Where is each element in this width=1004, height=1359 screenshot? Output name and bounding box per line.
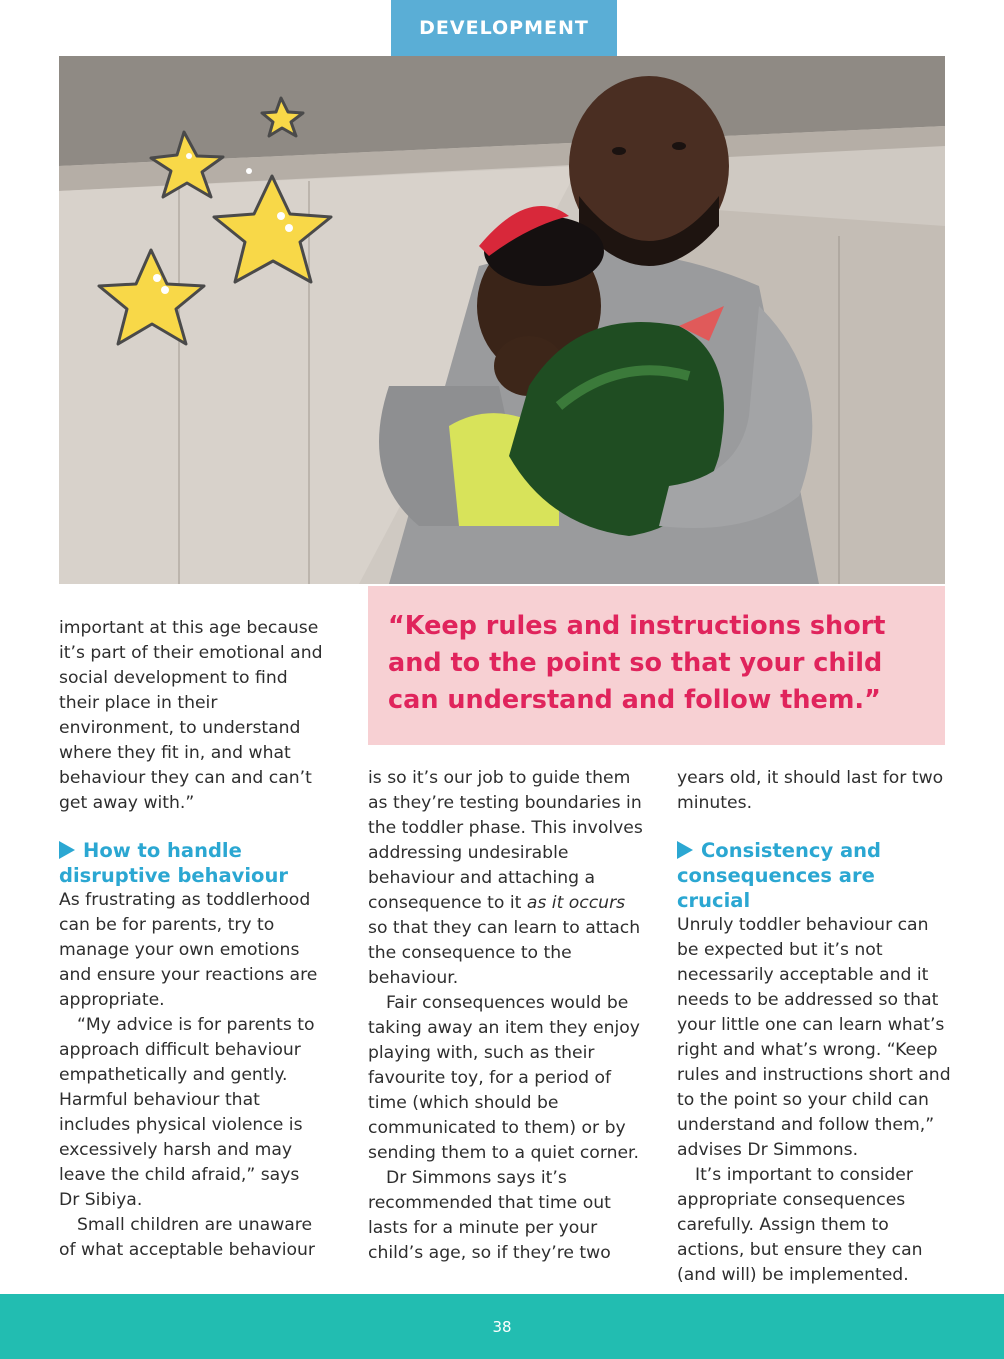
- body-paragraph: important at this age because it’s part of their emotional and social development to find their place in their environment, to understand where they fit in, and what behaviour they can and can’t get away with.”: [59, 618, 323, 813]
- subheading-line: consequences are crucial: [677, 864, 875, 912]
- page-number: 38: [492, 1317, 512, 1336]
- column-3: [677, 766, 952, 1288]
- footer-bar: [0, 1294, 1004, 1359]
- subheading-line: disruptive behaviour: [59, 864, 288, 887]
- body-paragraph: Fair consequences would be taking away an item they enjoy playing with, such as their favourite toy, for a period of time (which should be communicated to them) or by sending them to a quiet corner.: [368, 993, 640, 1163]
- body-paragraph: Small children are unaware of what acceptable behaviour: [59, 1215, 315, 1260]
- body-paragraph: “My advice is for parents to approach difficult behaviour empathetically and gently. Harmful behaviour that includes physical violence is excessively harsh and may leave the child afraid,” says Dr Sibiya.: [59, 1015, 315, 1210]
- column-1: [59, 616, 324, 1263]
- body-paragraph: years old, it should last for two minutes.: [677, 768, 944, 813]
- subheading: [59, 838, 324, 888]
- subheading-line: Consistency and: [701, 839, 881, 862]
- body-paragraph: It’s important to consider appropriate consequences carefully. Assign them to actions, but ensure they can (and will) be implemented.: [677, 1165, 923, 1285]
- body-paragraph: [368, 766, 646, 991]
- triangle-arrow-icon: [59, 841, 75, 859]
- emphasis-text: as it occurs: [526, 893, 626, 913]
- body-paragraph: As frustrating as toddlerhood can be for parents, try to manage your own emotions and ensure your reactions are appropriate.: [59, 890, 318, 1010]
- pull-quote: “Keep rules and instructions short and to the point so that your child can understand and follow them.”: [368, 586, 945, 745]
- subheading: [677, 838, 952, 913]
- body-paragraph: Dr Simmons says it’s recommended that time out lasts for a minute per your child’s age, so if they’re two: [368, 1168, 611, 1263]
- column-2: [368, 766, 646, 1266]
- text-run: is so it’s our job to guide them as they’re testing boundaries in the toddler phase. This involves addressing undesirable behaviour and attaching a consequence to it: [368, 768, 643, 913]
- triangle-arrow-icon: [677, 841, 693, 859]
- subheading-line: How to handle: [83, 839, 242, 862]
- body-paragraph: Unruly toddler behaviour can be expected but it’s not necessarily acceptable and it needs to be addressed so that your little one can learn what’s right and what’s wrong. “Keep rules and instructions short and to the point so your child can understand and follow them,” advises Dr Simmons.: [677, 915, 951, 1160]
- hero-photo: [59, 56, 945, 584]
- section-label: DEVELOPMENT: [391, 0, 617, 56]
- text-run: so that they can learn to attach the consequence to the behaviour.: [368, 918, 641, 988]
